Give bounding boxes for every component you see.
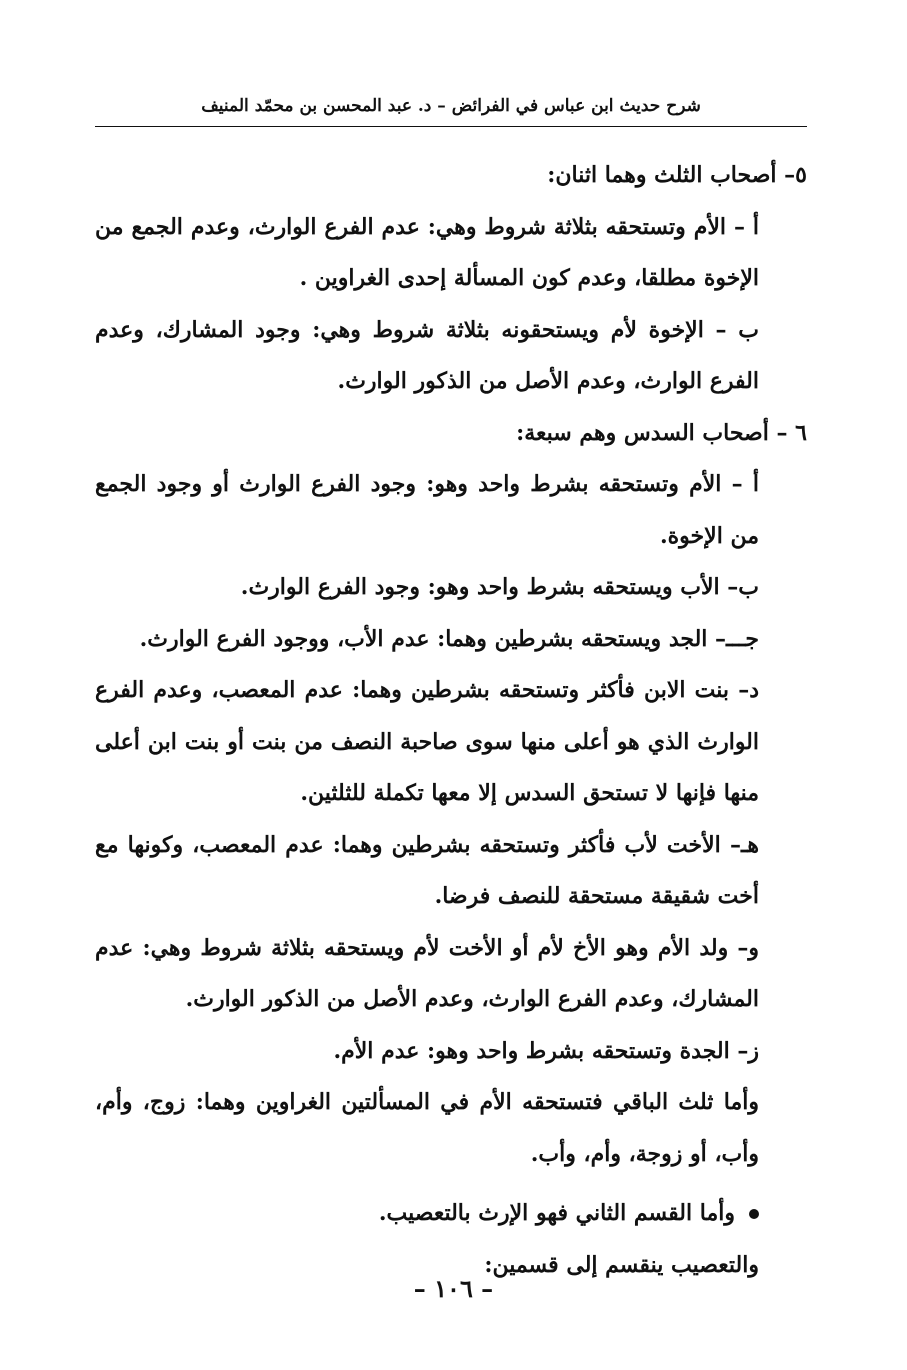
bullet-text: وأما القسم الثاني فهو الإرث بالتعصيب.: [378, 1200, 735, 1226]
bullet-item-second-section: [95, 1188, 807, 1240]
paragraph-father-sixth: ب– الأب ويستحقه بشرط واحد وهو: وجود الفرع الوارث.: [240, 574, 759, 600]
page-body: [95, 150, 807, 1291]
paragraph-maternal-siblings-third: ب – الإخوة لأم ويستحقونه بثلاثة شروط وهي: وجود المشارك، وعدم الفرع الوارث، وعدم الأصل من الذكور الوارث.: [95, 316, 759, 394]
page-number-text: – ١٠٦ –: [413, 1274, 494, 1303]
header-title: شرح حديث ابن عباس في الفرائض – د. عبد المحسن بن محمّد المنيف: [201, 96, 701, 116]
page-number: [0, 1274, 907, 1303]
paragraph-sons-daughter-sixth: د– بنت الابن فأكثر وتستحقه بشرطين وهما: عدم المعصب، وعدم الفرع الوارث الذي هو أعلى منها سوى صاحبة النصف من بنت أو بنت ابن أعلى منها فإنها لا تستحق السدس إلا معها تكملة للثلثين.: [95, 677, 759, 806]
paragraph-mother-third: أ – الأم وتستحقه بثلاثة شروط وهي: عدم الفرع الوارث، وعدم الجمع من الإخوة مطلقا، وعدم كون المسألة إحدى الغراوين .: [95, 213, 759, 291]
paragraph-tasib-division: والتعصيب ينقسم إلى قسمين:: [484, 1251, 759, 1278]
paragraph-grandmother-sixth: ز– الجدة وتستحقه بشرط واحد وهو: عدم الأم.: [333, 1037, 759, 1064]
paragraph-mother-sixth: أ – الأم وتستحقه بشرط واحد وهو: وجود الفرع الوارث أو وجود الجمع من الإخوة.: [95, 471, 759, 549]
page-header: [95, 96, 807, 127]
paragraph-maternal-sibling-sixth: و– ولد الأم وهو الأخ لأم أو الأخت لأم ويستحقه بثلاثة شروط وهي: عدم المشارك، وعدم الفرع الوارث، وعدم الأصل من الذكور الوارث.: [95, 934, 759, 1012]
heading-third-heirs: ٥– أصحاب الثلث وهما اثنان:: [547, 162, 807, 188]
heading-sixth-heirs: ٦ – أصحاب السدس وهم سبعة:: [516, 419, 807, 446]
bullet-icon: [749, 1209, 759, 1219]
paragraph-third-of-remainder: وأما ثلث الباقي فتستحقه الأم في المسألتين الغراوين وهما: زوج، وأم، وأب، أو زوجة، وأم، وأب.: [95, 1089, 759, 1167]
paragraph-paternal-sister-sixth: هـ– الأخت لأب فأكثر وتستحقه بشرطين وهما: عدم المعصب، وكونها مع أخت شقيقة مستحقة للنصف فرضا.: [95, 831, 759, 909]
paragraph-grandfather-sixth: جـــ– الجد ويستحقه بشرطين وهما: عدم الأب، ووجود الفرع الوارث.: [139, 625, 759, 652]
